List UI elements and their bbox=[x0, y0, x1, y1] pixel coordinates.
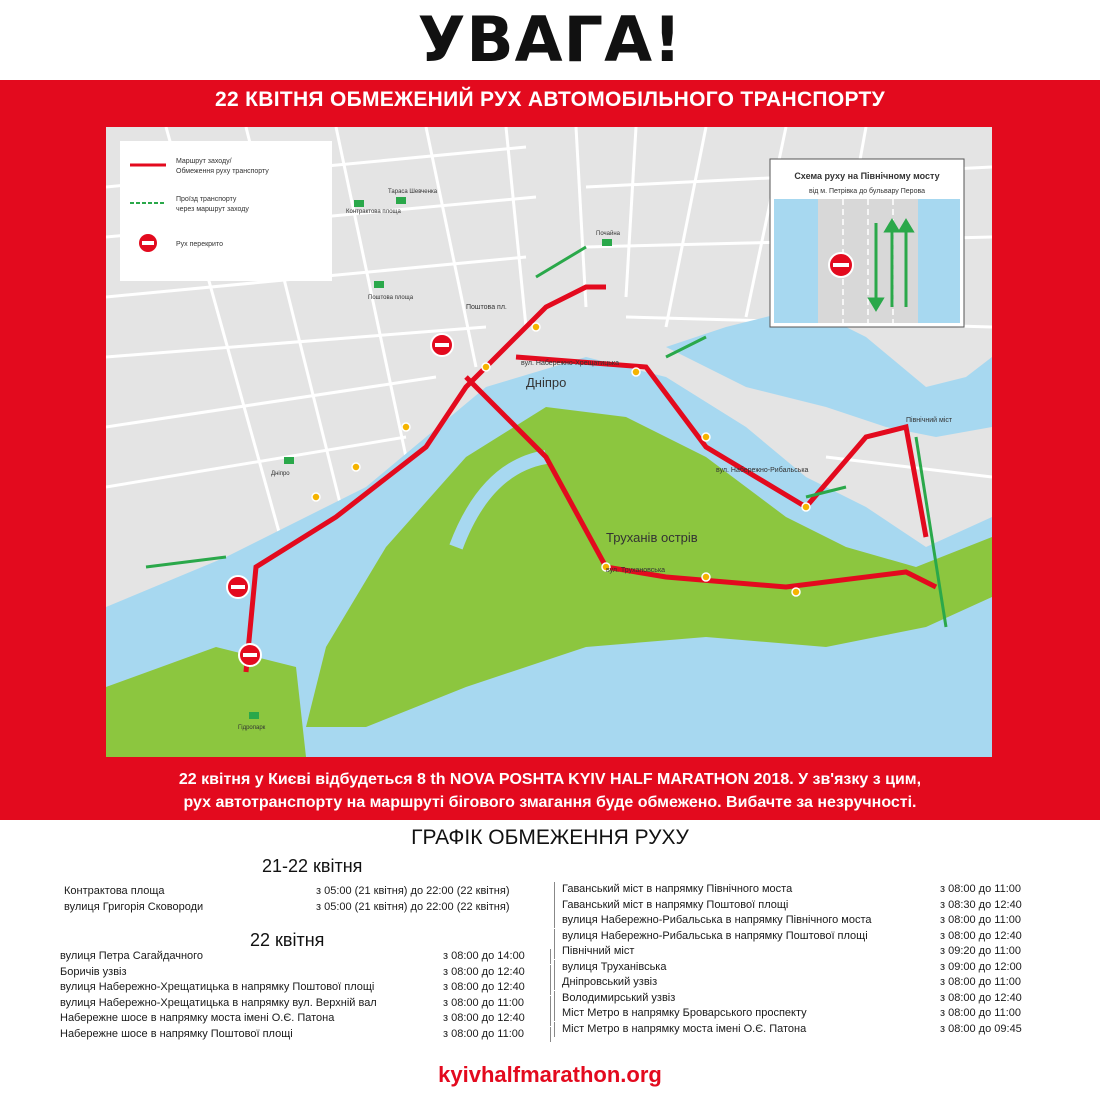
schedule-street: вулиця Набережно-Хрещатицька в напрямку Поштової площі bbox=[60, 981, 375, 993]
schedule-street: вулиця Набережно-Хрещатицька в напрямку вул. Верхній вал bbox=[60, 996, 377, 1009]
schedule-street: Дніпровський узвіз bbox=[562, 976, 658, 988]
map-canvas[interactable] bbox=[106, 127, 992, 757]
headline: УВАГА! bbox=[417, 3, 683, 76]
metro-label-6: Почайна bbox=[596, 231, 620, 237]
schedule-time: з 08:00 до 11:00 bbox=[940, 976, 1021, 988]
schedule-time: з 09:00 до 12:00 bbox=[940, 960, 1022, 973]
schedule-divider bbox=[554, 929, 555, 944]
schedule-time: з 08:00 до 11:00 bbox=[940, 914, 1021, 926]
schedule-street: вулиця Труханівська bbox=[562, 960, 667, 973]
schedule-row bbox=[562, 929, 1100, 944]
schedule-row bbox=[562, 882, 1100, 897]
schedule-street: Гаванський міст в напрямку Поштової площі bbox=[562, 898, 789, 911]
square-label: Поштова пл. bbox=[466, 304, 507, 311]
schedule-divider bbox=[554, 1022, 555, 1037]
schedule-time: з 08:00 до 11:00 bbox=[443, 996, 524, 1009]
schedule-time: з 08:00 до 14:00 bbox=[443, 950, 525, 962]
metro-label-3: Дніпро bbox=[271, 471, 290, 477]
schedule-row bbox=[562, 975, 1100, 990]
schedule-divider bbox=[550, 949, 551, 964]
schedule-street: Гаванський міст в напрямку Північного моста bbox=[562, 883, 793, 895]
schedule-time: з 08:00 до 12:40 bbox=[443, 1012, 525, 1024]
island-label: Труханів острів bbox=[606, 530, 698, 545]
schedule-row bbox=[562, 944, 1100, 959]
schedule-date-2: 22 квітня bbox=[250, 930, 325, 950]
bridge-inset-title: Схема руху на Північному мосту bbox=[794, 171, 940, 181]
schedule-row bbox=[562, 913, 1100, 928]
schedule-street: Володимирський узвіз bbox=[562, 991, 676, 1004]
bridge-label: Північний міст bbox=[906, 417, 953, 424]
schedule-divider bbox=[554, 944, 555, 959]
schedule-row bbox=[64, 884, 566, 899]
schedule-divider bbox=[554, 913, 555, 928]
schedule-divider bbox=[554, 991, 555, 1006]
schedule-divider bbox=[550, 980, 551, 995]
schedule-divider bbox=[554, 882, 555, 897]
schedule-time: з 08:00 до 12:40 bbox=[443, 981, 525, 993]
schedule-time: з 08:00 до 12:40 bbox=[940, 929, 1022, 942]
legend-route-label-1: Маршрут заходу/ bbox=[176, 158, 232, 165]
schedule-divider bbox=[554, 960, 555, 975]
legend-detour-label-1: Проїзд транспорту bbox=[176, 196, 237, 203]
schedule-time: з 08:00 до 11:00 bbox=[940, 883, 1021, 895]
website-link[interactable]: kyivhalfmarathon.org bbox=[438, 1062, 662, 1087]
schedule-divider bbox=[554, 1006, 555, 1021]
schedule-street: вулиця Набережно-Рибальська в напрямку Північного моста bbox=[562, 914, 872, 926]
schedule-street: вулиця Набережно-Рибальська в напрямку Поштової площі bbox=[562, 929, 868, 942]
metro-label-1: Контрактова площа bbox=[346, 209, 401, 215]
schedule-street: Набережне шосе в напрямку Поштової площі bbox=[60, 1027, 293, 1040]
metro-label-2: Поштова площа bbox=[368, 295, 414, 301]
schedule-divider bbox=[550, 1011, 551, 1026]
route-map[interactable] bbox=[106, 127, 992, 757]
schedule-time: з 08:00 до 11:00 bbox=[940, 1007, 1021, 1019]
schedule-divider bbox=[554, 898, 555, 913]
bridge-arrows bbox=[870, 221, 912, 309]
schedule-row bbox=[64, 900, 566, 915]
schedule-time: з 05:00 (21 квітня) до 22:00 (22 квітня) bbox=[316, 900, 510, 913]
event-notice bbox=[0, 768, 1100, 814]
street-label-2: вул. Набережно-Рибальська bbox=[716, 467, 809, 474]
schedule-divider bbox=[550, 965, 551, 980]
legend-detour-label-2: через маршрут заходу bbox=[176, 206, 249, 213]
bridge-inset-subtitle: від м. Петрівка до бульвару Перова bbox=[808, 188, 926, 195]
schedule-street: Північний міст bbox=[562, 945, 635, 957]
schedule-time: з 05:00 (21 квітня) до 22:00 (22 квітня) bbox=[316, 885, 510, 897]
schedule-time: з 09:20 до 11:00 bbox=[940, 945, 1021, 957]
schedule-street: Боричів узвіз bbox=[60, 965, 127, 978]
legend-blocked-label: Рух перекрито bbox=[176, 241, 223, 248]
notice-line-1: 22 квітня у Києві відбудеться 8 th NOVA POSHTA KYIV HALF MARATHON 2018. У зв'язку з цим, bbox=[178, 771, 922, 788]
schedule-divider bbox=[550, 996, 551, 1011]
schedule-time: з 08:30 до 12:40 bbox=[940, 898, 1022, 911]
schedule-divider bbox=[554, 975, 555, 990]
schedule-street: Міст Метро в напрямку Броварського проспекту bbox=[562, 1007, 807, 1019]
schedule-divider bbox=[550, 1027, 551, 1042]
schedule-title: ГРАФІК ОБМЕЖЕННЯ РУХУ bbox=[411, 826, 689, 849]
schedule-street: Набережне шосе в напрямку моста імені О.Є. Патона bbox=[60, 1012, 335, 1024]
legend-route-label-2: Обмеження руху транспорту bbox=[176, 168, 269, 175]
schedule-street: вулиця Петра Сагайдачного bbox=[60, 950, 204, 962]
metro-label-5: Тараса Шевченка bbox=[388, 189, 438, 195]
notice-line-2: рух автотранспорту на маршруті бігового змагання буде обмежено. Вибачте за незручності. bbox=[183, 794, 917, 811]
schedule-date-1: 21-22 квітня bbox=[262, 856, 363, 876]
schedule-street: Контрактова площа bbox=[64, 885, 165, 897]
street-label-1: вул. Набережно-Хрещатицька bbox=[521, 360, 619, 367]
schedule-street: вулиця Григорія Сковороди bbox=[64, 900, 204, 913]
schedule-time: з 08:00 до 11:00 bbox=[443, 1027, 524, 1040]
subtitle: 22 КВІТНЯ ОБМЕЖЕНИЙ РУХ АВТОМОБІЛЬНОГО ТРАНСПОРТУ bbox=[215, 88, 885, 111]
schedule-time: з 08:00 до 12:40 bbox=[443, 965, 525, 978]
schedule-row bbox=[562, 1006, 1100, 1021]
metro-label-4: Гідропарк bbox=[238, 725, 266, 731]
schedule-time: з 08:00 до 12:40 bbox=[940, 991, 1022, 1004]
river-label: Дніпро bbox=[526, 375, 567, 390]
schedule-row bbox=[562, 1022, 1100, 1037]
schedule-street: Міст Метро в напрямку моста імені О.Є. Патона bbox=[562, 1022, 807, 1035]
schedule-row bbox=[562, 991, 1100, 1006]
schedule-time: з 08:00 до 09:45 bbox=[940, 1022, 1022, 1035]
schedule-row bbox=[562, 898, 1100, 913]
street-label-3: вул. Трухановська bbox=[606, 567, 666, 574]
schedule-row bbox=[562, 960, 1100, 975]
